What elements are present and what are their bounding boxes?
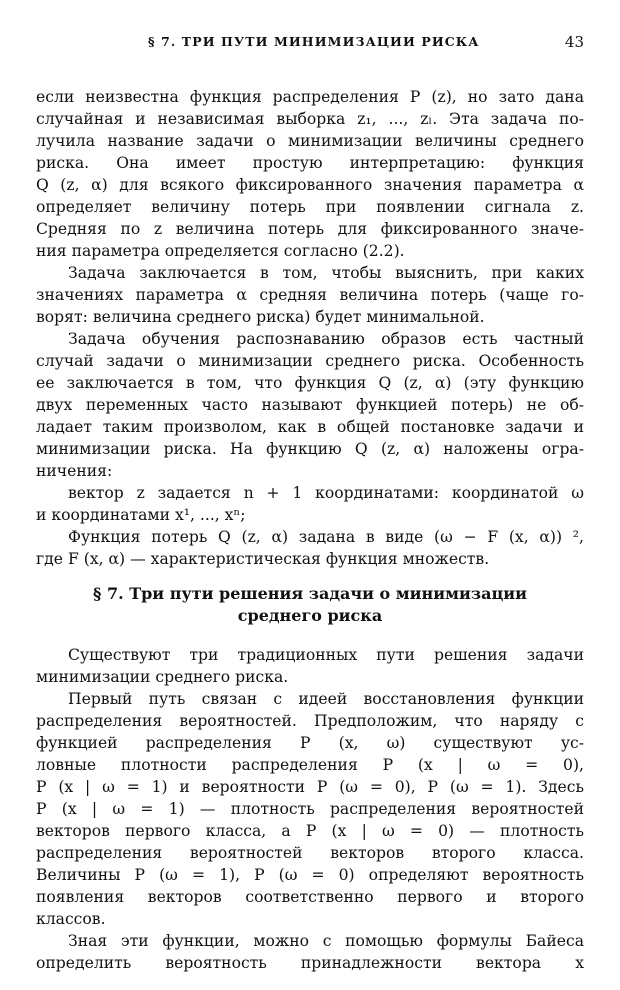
text-line: Задача обучения распознаванию образов есть частный — [68, 330, 584, 348]
text-line: распределения вероятностей. Предположим, что наряду с — [36, 712, 584, 730]
text-line: двух переменных часто называют функцией потерь) не об- — [36, 396, 584, 414]
text-line: случайная и независимая выборка z₁, ..., zₗ. Эта задача по- — [36, 110, 584, 128]
text-line: минимизации среднего риска. — [36, 668, 289, 686]
text-line: где F (x, α) — характеристическая функция множеств. — [36, 550, 490, 568]
text-line: Зная эти функции, можно с помощью формулы Байеса — [68, 932, 584, 950]
body-text-bottom — [36, 644, 584, 974]
text-line: P (x | ω = 1) — плотность распределения вероятностей — [36, 800, 584, 818]
text-line: Средняя по z величина потерь для фиксированного значе- — [36, 220, 584, 238]
text-line: P (x | ω = 1) и вероятности P (ω = 0), P (ω = 1). Здесь — [36, 778, 584, 796]
text-line: если неизвестна функция распределения P (z), но зато дана — [36, 88, 584, 106]
text-line: появления векторов соответственно первого и второго — [36, 888, 584, 906]
text-line: классов. — [36, 910, 106, 928]
section-heading-line-2: среднего риска — [237, 606, 383, 625]
text-line: ния параметра определяется согласно (2.2). — [36, 242, 405, 260]
text-line: и координатами x¹, ..., xⁿ; — [36, 506, 246, 524]
text-line: вектор z задается n + 1 координатами: координатой ω — [68, 484, 584, 502]
text-line: минимизации риска. На функцию Q (z, α) наложены огра- — [36, 440, 584, 458]
text-line: определяет величину потерь при появлении сигнала z. — [36, 198, 584, 216]
text-line: Первый путь связан с идеей восстановления функции — [68, 690, 584, 708]
text-line: лучила название задачи о минимизации величины среднего — [36, 132, 584, 150]
text-line: ничения: — [36, 462, 113, 480]
text-line: ловные плотности распределения P (x | ω = 0), — [36, 756, 584, 774]
page-number: 43 — [564, 33, 584, 51]
running-title: § 7. ТРИ ПУТИ МИНИМИЗАЦИИ РИСКА — [148, 34, 480, 49]
text-line: ладает таким произволом, как в общей постановке задачи и — [36, 418, 584, 436]
text-line: Q (z, α) для всякого фиксированного значения параметра α — [36, 176, 584, 194]
text-line: Существуют три традиционных пути решения задачи — [68, 646, 584, 664]
body-text-top — [36, 86, 584, 570]
text-line: функцией распределения P (x, ω) существуют ус- — [36, 734, 584, 752]
text-line: случай задачи о минимизации среднего риска. Особенность — [36, 352, 584, 370]
running-head — [36, 34, 584, 52]
text-line: ее заключается в том, что функция Q (z, α) (эту функцию — [36, 374, 584, 392]
text-line: ворят: величина среднего риска) будет минимальной. — [36, 308, 485, 326]
text-line: значениях параметра α средняя величина потерь (чаще го- — [36, 286, 584, 304]
text-line: векторов первого класса, а P (x | ω = 0) — плотность — [36, 822, 584, 840]
text-line: Функция потерь Q (z, α) задана в виде (ω − F (x, α)) ², — [68, 528, 584, 546]
text-line: Задача заключается в том, чтобы выяснить, при каких — [68, 264, 584, 282]
text-line: Величины P (ω = 1), P (ω = 0) определяют вероятность — [36, 866, 584, 884]
text-line: распределения вероятностей векторов второго класса. — [36, 844, 584, 862]
text-line: риска. Она имеет простую интерпретацию: функция — [36, 154, 584, 172]
section-heading — [36, 583, 584, 627]
text-line: определить вероятность принадлежности вектора x — [36, 954, 584, 972]
section-heading-line-1: § 7. Три пути решения задачи о минимизации — [93, 584, 527, 603]
